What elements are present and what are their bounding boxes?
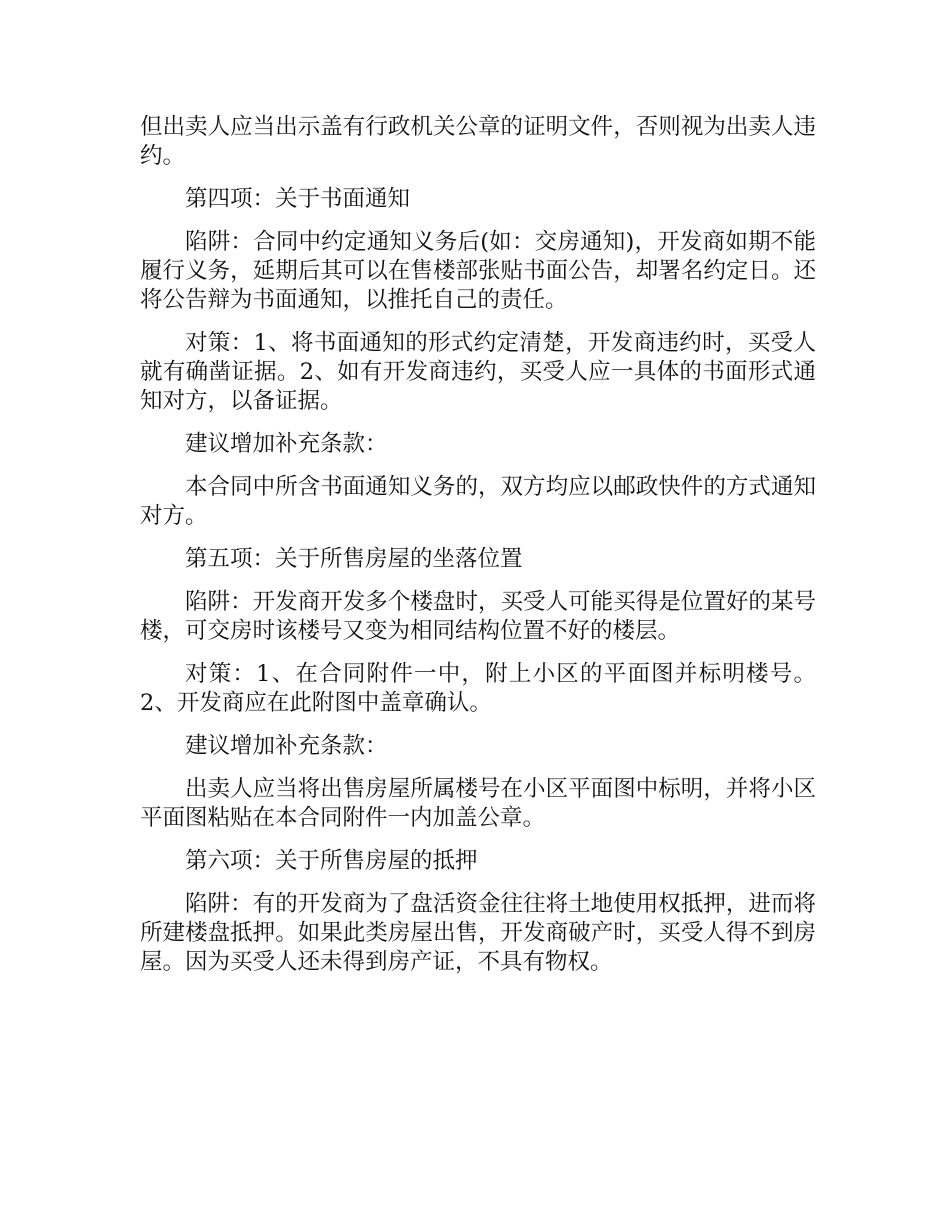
document-body bbox=[140, 113, 816, 991]
paragraph-trap-6: 陷阱：有的开发商为了盘活资金往往将土地使用权抵押，进而将所建楼盘抵押。如果此类房屋出售，开发商破产时，买受人得不到房屋。因为买受人还未得到房产证，不具有物权。 bbox=[140, 891, 816, 975]
section-heading-4: 第四项：关于书面通知 bbox=[185, 186, 411, 212]
paragraph-countermeasure-4: 对策：1、将书面通知的形式约定清楚，开发商违约时，买受人就有确凿证据。2、如有开发商违约，买受人应一具体的书面形式通知对方，以备证据。 bbox=[140, 330, 816, 414]
paragraph-trap-4: 陷阱：合同中约定通知义务后(如：交房通知)，开发商如期不能履行义务，延期后其可以在售楼部张贴书面公告，却署名约定日。还将公告辩为书面通知，以推托自己的责任。 bbox=[140, 229, 816, 313]
supplement-clause-5: 出卖人应当将出售房屋所属楼号在小区平面图中标明，并将小区平面图粘贴在本合同附件一内加盖公章。 bbox=[140, 776, 816, 831]
section-heading-5: 第五项：关于所售房屋的坐落位置 bbox=[185, 546, 523, 572]
paragraph-continuation: 但出卖人应当出示盖有行政机关公章的证明文件，否则视为出卖人违约。 bbox=[140, 114, 816, 169]
paragraph-countermeasure-5: 对策：1、在合同附件一中，附上小区的平面图并标明楼号。2、开发商应在此附图中盖章确认。 bbox=[140, 661, 816, 716]
supplement-clause-4: 本合同中所含书面通知义务的，双方均应以邮政快件的方式通知对方。 bbox=[140, 474, 816, 529]
paragraph-trap-5: 陷阱：开发商开发多个楼盘时，买受人可能买得是位置好的某号楼，可交房时该楼号又变为相同结构位置不好的楼层。 bbox=[140, 589, 816, 644]
supplement-heading-5: 建议增加补充条款： bbox=[185, 733, 388, 759]
supplement-heading-4: 建议增加补充条款： bbox=[185, 431, 388, 457]
section-heading-6: 第六项：关于所售房屋的抵押 bbox=[185, 848, 478, 874]
